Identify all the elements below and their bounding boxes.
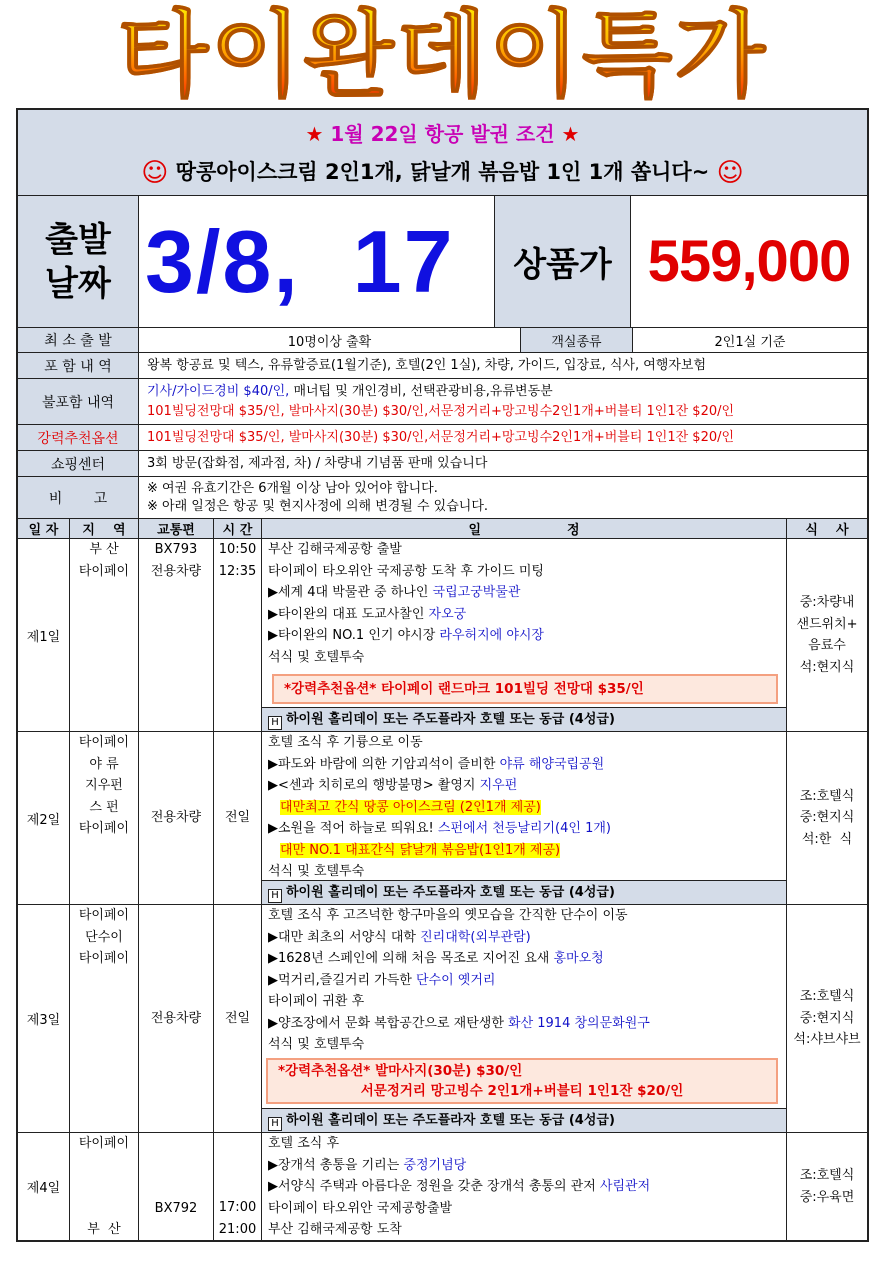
departure-row [18, 196, 867, 328]
smile-icon: ☺ [716, 158, 744, 188]
region-item: 타이페이 [78, 1136, 130, 1151]
room-type-label: 객실종류 [521, 328, 633, 352]
itinerary-line: 부산 김해국제공항 도착 [268, 1222, 402, 1237]
hotel-bar [262, 707, 786, 731]
include-label: 포 함 내 역 [18, 353, 139, 378]
itinerary-highlight: 국립고궁박물관 [432, 585, 521, 600]
exclude-other: 매너팁 및 개인경비, 선택관광비용,유류변동분 [289, 383, 553, 399]
itinerary-line [262, 840, 786, 862]
itinerary-text: ▶서양식 주택과 아름다운 정원을 갖춘 장개석 총통의 관저 [268, 1179, 600, 1194]
itinerary-highlight: 라우허지에 야시장 [439, 628, 544, 643]
itinerary-line [262, 818, 786, 840]
include-value: 왕복 항공료 및 텍스, 유류할증료(1월기준), 호텔(2인 1실), 차량, 가이드, 입장료, 식사, 여행자보험 [147, 357, 707, 373]
meal-item: 석:현지식 [799, 659, 855, 675]
day-itinerary [262, 1133, 787, 1240]
meal-item: 조:호텔식 [799, 989, 855, 1005]
region-item: 부 산 [89, 542, 119, 557]
note-row [18, 477, 867, 519]
shopping-value: 3회 방문(잡화점, 제과점, 차) / 차량내 기념품 판매 있습니다 [147, 455, 488, 471]
day-time: 전일 [214, 905, 262, 1132]
itinerary-line [262, 927, 786, 949]
region-item: 스 펀 [89, 799, 119, 815]
itinerary-line [262, 625, 786, 647]
day-itinerary [262, 732, 787, 904]
itinerary-highlight: 야류 해양국립공원 [499, 756, 605, 772]
itinerary-highlight: 지우펀 [479, 778, 518, 793]
day-label: 제1일 [18, 539, 70, 731]
itinerary-line [262, 775, 786, 797]
note-line: ※ 아래 일정은 항공 및 현지사정에 의해 변경될 수 있습니다. [147, 498, 489, 514]
day-transport: 전용차량 [139, 905, 214, 1132]
itinerary-highlight: 홍마오청 [553, 951, 604, 966]
itinerary-line: 호텔 조식 후 [268, 1136, 340, 1151]
hotel-text: 하이원 홀리데이 또는 주도플라자 호텔 또는 동급 (4성급) [286, 1113, 615, 1128]
hotel-icon: H [268, 716, 282, 730]
include-row [18, 353, 867, 379]
itinerary-line [262, 1155, 786, 1177]
transport-item: 전용차량 [150, 563, 202, 579]
meal-item: 중:우육면 [799, 1189, 855, 1205]
region-item: 부 산 [87, 1221, 121, 1237]
day-label: 제4일 [18, 1133, 70, 1240]
hotel-icon: H [268, 889, 282, 903]
smile-icon: ☺ [141, 158, 169, 188]
region-item: 단수이 [85, 929, 123, 945]
exclude-label: 불포함 내역 [18, 379, 139, 424]
meal-item: 중:현지식 [799, 810, 855, 826]
itinerary-text: ▶타이완의 대표 도교사찰인 [268, 606, 429, 622]
day-region [70, 905, 139, 1132]
notice-title [18, 118, 867, 147]
itinerary-text: ▶장개석 총통을 기리는 [268, 1157, 404, 1173]
time-item: 10:50 [218, 542, 257, 557]
note-value [139, 477, 867, 518]
meal-item: 석:샤브샤브 [793, 1032, 861, 1048]
itinerary-text: ▶대만 최초의 서양식 대학 [268, 929, 421, 945]
exclude-options: 101빌딩전망대 $35/인, 발마사지(30분) $30/인,서문정거리+망고빙수2인1개+버블티 1인1잔 $20/인 [147, 403, 735, 419]
itinerary-line [262, 948, 786, 970]
day-region [70, 1133, 139, 1240]
day-itinerary [262, 539, 787, 731]
itinerary-highlight: 대만최고 간식 땅콩 아이스크림 (2인1개 제공) [280, 799, 541, 815]
itinerary-text: ▶1628년 스페인에 의해 처음 목조로 지어진 요새 [268, 951, 554, 966]
meal-item: 음료수 [808, 638, 846, 653]
itinerary-highlight: 스펀에서 천등날리기(4인 1개) [437, 821, 611, 836]
price-label: 상품가 [495, 196, 631, 327]
region-item: 타이페이 [78, 563, 130, 579]
region-item: 타이페이 [78, 908, 130, 923]
itinerary-line [262, 797, 786, 819]
room-type-value: 2인1실 기준 [714, 334, 786, 350]
star-icon: ★ [305, 122, 324, 146]
header-meal: 식 사 [805, 523, 849, 538]
itinerary-text: ▶세계 4대 박물관 중 하나인 [268, 585, 433, 600]
itinerary-highlight: 사림관저 [599, 1179, 651, 1194]
note-line: ※ 여권 유효기간은 6개월 이상 남아 있어야 합니다. [147, 480, 438, 496]
day-region [70, 539, 139, 731]
option-row [18, 425, 867, 451]
itinerary-highlight: 중정기념당 [403, 1157, 467, 1173]
itinerary-highlight: 화산 1914 창의문화원구 [508, 1015, 650, 1031]
itinerary-text: ▶양조장에서 문화 복합공간으로 재탄생한 [268, 1015, 509, 1031]
meal-item: 석:한 식 [801, 831, 853, 847]
departure-label [18, 196, 139, 327]
itinerary-highlight: 대만 NO.1 대표간식 닭날개 볶음밥(1인1개 제공) [280, 842, 561, 858]
itinerary-text: ▶소원을 적어 하늘로 띄워요! [268, 821, 438, 836]
hotel-text: 하이원 홀리데이 또는 주도플라자 호텔 또는 동급 (4성급) [286, 885, 615, 900]
exclude-guide-fee: 기사/가이드경비 $40/인, [147, 383, 290, 399]
day-transport [139, 539, 214, 731]
exclude-value [139, 379, 867, 424]
header-transport: 교통편 [139, 519, 214, 538]
itinerary-line [262, 604, 786, 626]
shopping-row [18, 451, 867, 477]
region-item: 타이페이 [78, 735, 130, 750]
day-meal [787, 1133, 867, 1240]
itinerary-highlight: 진리대학(외부관람) [420, 929, 531, 945]
notice-promo [18, 156, 867, 188]
day-transport [139, 1133, 214, 1240]
meal-item: 조:호텔식 [799, 788, 855, 804]
transport-item: BX793 [154, 542, 198, 557]
itinerary-line: 호텔 조식 후 기륭으로 이동 [268, 735, 423, 750]
meal-item: 중:현지식 [799, 1010, 855, 1026]
price-value: 559,000 [647, 229, 851, 294]
day-itinerary [262, 905, 787, 1132]
header-day: 일 자 [18, 519, 70, 538]
day-row-4 [18, 1133, 867, 1240]
itinerary-line: 석식 및 호텔투숙 [268, 649, 365, 665]
note-label: 비 고 [18, 477, 139, 518]
min-departure-value: 10명이상 출확 [139, 328, 521, 352]
region-item: 타이페이 [78, 821, 130, 836]
itinerary-line: 타이페이 타오위안 국제공항출발 [268, 1200, 453, 1216]
meal-item: 중:차량내 [799, 595, 855, 610]
itinerary-line: 타이페이 타오위안 국제공항 도착 후 가이드 미팅 [268, 563, 544, 579]
day-meal [787, 539, 867, 731]
notice-title-text: 1월 22일 항공 발권 조건 [330, 122, 555, 146]
day-transport: 전용차량 [139, 732, 214, 904]
header-itinerary: 일 정 [262, 519, 787, 538]
itinerary-highlight: 자오궁 [428, 606, 467, 622]
itinerary-text: ▶타이완의 NO.1 인기 야시장 [268, 628, 440, 643]
transport-item: BX792 [154, 1200, 198, 1216]
itinerary-text: ▶파도와 바람에 의한 기암괴석이 즐비한 [268, 756, 500, 772]
itinerary-line [262, 1013, 786, 1035]
day-meal [787, 905, 867, 1132]
day-time [214, 539, 262, 731]
meal-item: 조:호텔식 [799, 1168, 855, 1183]
min-departure-label: 최 소 출 발 [18, 328, 139, 352]
itinerary-line: 부산 김해국제공항 출발 [268, 542, 402, 557]
time-item: 17:00 [218, 1200, 257, 1215]
day-region [70, 732, 139, 904]
day-time: 전일 [214, 732, 262, 904]
day-row-1 [18, 539, 867, 732]
hotel-text: 하이원 홀리데이 또는 주도플라자 호텔 또는 동급 (4성급) [286, 712, 615, 727]
hotel-bar [262, 1108, 786, 1132]
itinerary-line [262, 754, 786, 776]
product-sheet [16, 108, 869, 1242]
region-item: 타이페이 [78, 951, 130, 966]
option-label: 강력추천옵션 [18, 425, 139, 450]
option-value: 101빌딩전망대 $35/인, 발마사지(30분) $30/인,서문정거리+망고빙수2인1개+버블티 1인1잔 $20/인 [147, 429, 735, 445]
itinerary-line: 석식 및 호텔투숙 [268, 1037, 365, 1052]
option-callout [266, 1058, 778, 1104]
day-row-3 [18, 905, 867, 1133]
day-label: 제2일 [18, 732, 70, 904]
itinerary-line: 타이페이 귀환 후 [268, 994, 365, 1009]
time-item: 21:00 [218, 1221, 257, 1237]
departure-dates: 3/8, 17 [139, 196, 495, 327]
schedule-header [18, 519, 867, 539]
exclude-row [18, 379, 867, 425]
star-icon: ★ [561, 122, 580, 146]
notice-box [18, 110, 867, 196]
option-line: 서문정거리 망고빙수 2인1개+버블티 1인1잔 $20/인 [360, 1082, 684, 1099]
itinerary-line: 석식 및 호텔투숙 [268, 864, 365, 879]
min-departure-row [18, 328, 867, 353]
header-time: 시 간 [214, 519, 262, 538]
notice-promo-text: 땅콩아이스크림 2인1개, 닭날개 볶음밥 1인 1개 쏩니다~ [175, 160, 710, 184]
option-callout: *강력추천옵션* 타이페이 랜드마크 101빌딩 전망대 $35/인 [272, 674, 778, 704]
day-meal [787, 732, 867, 904]
itinerary-text: ▶<센과 치히로의 행방불명> 촬영지 [268, 778, 480, 793]
time-item: 12:35 [218, 563, 257, 579]
itinerary-line [262, 1176, 786, 1198]
region-item: 지우펀 [85, 778, 123, 793]
region-item: 야 류 [89, 756, 119, 772]
itinerary-text: ▶먹거리,즐길거리 가득한 [268, 972, 416, 988]
itinerary-line [262, 970, 786, 992]
banner-title: 타이완데이특가 [16, 4, 869, 108]
day-label: 제3일 [18, 905, 70, 1132]
hotel-icon: H [268, 1117, 282, 1131]
itinerary-highlight: 단수이 옛거리 [415, 972, 496, 988]
meal-item: 샌드위치+ [796, 616, 858, 632]
itinerary-line: 호텔 조식 후 고즈넉한 항구마을의 옛모습을 간직한 단수이 이동 [268, 908, 628, 923]
shopping-label: 쇼핑센터 [18, 451, 139, 476]
day-row-2 [18, 732, 867, 905]
itinerary-line [262, 582, 786, 604]
option-line: *강력추천옵션* 발마사지(30분) $30/인 [278, 1062, 523, 1079]
day-time [214, 1133, 262, 1240]
header-region: 지 역 [70, 519, 139, 538]
departure-label-line2: 날짜 [45, 263, 111, 304]
departure-label-line1: 출발 [45, 219, 111, 260]
hotel-bar [262, 880, 786, 904]
